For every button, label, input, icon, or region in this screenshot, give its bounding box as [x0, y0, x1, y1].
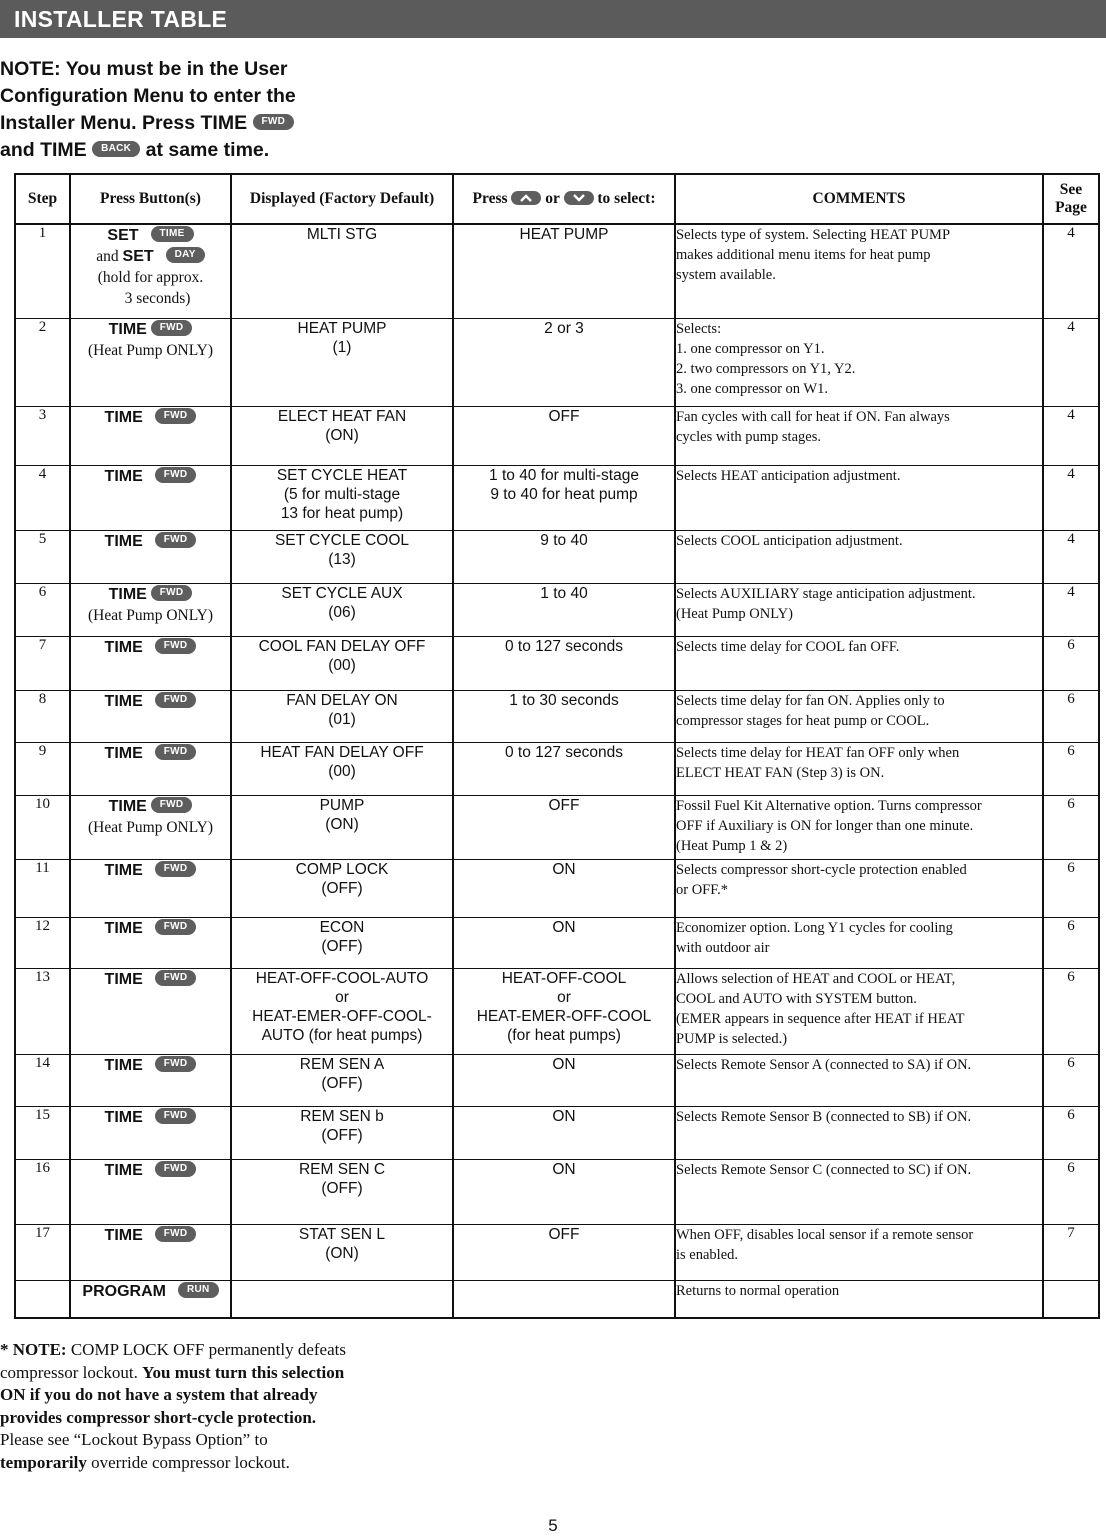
step-number: 13 — [15, 968, 70, 1054]
time-button-icon: TIME — [151, 226, 194, 242]
select-options: 9 to 40 — [453, 530, 675, 583]
see-page: 6 — [1043, 859, 1099, 917]
press-buttons: TIME FWD (Heat Pump ONLY) — [70, 583, 231, 636]
displayed-value — [231, 1280, 453, 1318]
table-row — [15, 742, 1099, 795]
fwd-button-icon: FWD — [155, 970, 197, 986]
press-buttons: TIME FWD — [70, 742, 231, 795]
select-options: 0 to 127 seconds — [453, 636, 675, 690]
step-number: 10 — [15, 795, 70, 859]
displayed-value: REM SEN C (OFF) — [231, 1159, 453, 1224]
see-page: 6 — [1043, 968, 1099, 1054]
select-options — [453, 1280, 675, 1318]
see-page — [1043, 1280, 1099, 1318]
note-line: and TIME BACK at same time. — [0, 139, 270, 161]
header-banner — [0, 0, 1106, 38]
fwd-button-icon: FWD — [253, 114, 295, 130]
select-options: HEAT-OFF-COOL or HEAT-EMER-OFF-COOL (for heat pumps) — [453, 968, 675, 1054]
select-options: ON — [453, 1106, 675, 1159]
table-row — [15, 690, 1099, 742]
col-see-page: See Page — [1043, 174, 1099, 224]
comment: Fan cycles with call for heat if ON. Fan always cycles with pump stages. — [675, 406, 1043, 465]
press-buttons: TIME FWD — [70, 530, 231, 583]
fwd-button-icon: FWD — [155, 408, 197, 424]
press-buttons: TIME FWD — [70, 859, 231, 917]
press-buttons: TIME FWD — [70, 968, 231, 1054]
displayed-value: MLTI STG — [231, 224, 453, 318]
step-number: 6 — [15, 583, 70, 636]
see-page: 4 — [1043, 406, 1099, 465]
displayed-value: SET CYCLE AUX (06) — [231, 583, 453, 636]
displayed-value: SET CYCLE HEAT (5 for multi-stage 13 for heat pump) — [231, 465, 453, 530]
table-row — [15, 795, 1099, 859]
select-options: ON — [453, 859, 675, 917]
table-row — [15, 1159, 1099, 1224]
displayed-value: ECON (OFF) — [231, 917, 453, 968]
step-number: 3 — [15, 406, 70, 465]
back-button-icon: BACK — [92, 141, 140, 157]
col-select: Press or to select: — [453, 174, 675, 224]
comment: Selects Remote Sensor A (connected to SA) if ON. — [675, 1054, 1043, 1106]
step-number: 15 — [15, 1106, 70, 1159]
see-page: 4 — [1043, 465, 1099, 530]
comment: Selects Remote Sensor B (connected to SB) if ON. — [675, 1106, 1043, 1159]
fwd-button-icon: FWD — [155, 467, 197, 483]
see-page: 4 — [1043, 530, 1099, 583]
comment: Selects time delay for HEAT fan OFF only when ELECT HEAT FAN (Step 3) is ON. — [675, 742, 1043, 795]
fwd-button-icon: FWD — [155, 532, 197, 548]
step-number: 1 — [15, 224, 70, 318]
fwd-button-icon: FWD — [155, 919, 197, 935]
fwd-button-icon: FWD — [155, 744, 197, 760]
comment: When OFF, disables local sensor if a remote sensor is enabled. — [675, 1224, 1043, 1280]
step-number: 14 — [15, 1054, 70, 1106]
displayed-value: COOL FAN DELAY OFF (00) — [231, 636, 453, 690]
fwd-button-icon: FWD — [155, 1108, 197, 1124]
select-options: OFF — [453, 795, 675, 859]
press-buttons: TIME FWD — [70, 1159, 231, 1224]
see-page: 4 — [1043, 224, 1099, 318]
installer-note — [0, 56, 340, 164]
fwd-button-icon: FWD — [151, 797, 193, 813]
comment: Selects compressor short-cycle protection enabled or OFF.* — [675, 859, 1043, 917]
run-button-icon: RUN — [178, 1282, 219, 1298]
comment: Selects: 1. one compressor on Y1. 2. two compressors on Y1, Y2. 3. one compressor on W1. — [675, 318, 1043, 406]
select-options: ON — [453, 1159, 675, 1224]
table-row — [15, 917, 1099, 968]
press-buttons: TIME FWD — [70, 917, 231, 968]
select-options: 0 to 127 seconds — [453, 742, 675, 795]
displayed-value: REM SEN b (OFF) — [231, 1106, 453, 1159]
down-arrow-icon — [564, 191, 594, 205]
see-page: 6 — [1043, 1054, 1099, 1106]
table-row — [15, 224, 1099, 318]
displayed-value: STAT SEN L (ON) — [231, 1224, 453, 1280]
fwd-button-icon: FWD — [151, 320, 193, 336]
see-page: 7 — [1043, 1224, 1099, 1280]
fwd-button-icon: FWD — [155, 861, 197, 877]
table-header-row — [15, 174, 1099, 224]
displayed-value: ELECT HEAT FAN (ON) — [231, 406, 453, 465]
table-row — [15, 1054, 1099, 1106]
fwd-button-icon: FWD — [151, 585, 193, 601]
step-number: 9 — [15, 742, 70, 795]
see-page: 6 — [1043, 742, 1099, 795]
note-line: NOTE: You must be in the User — [0, 58, 288, 80]
comment: Selects time delay for COOL fan OFF. — [675, 636, 1043, 690]
see-page: 6 — [1043, 636, 1099, 690]
select-options: OFF — [453, 1224, 675, 1280]
step-number: 12 — [15, 917, 70, 968]
comment: Selects type of system. Selecting HEAT PUMP makes additional menu items for heat pump system available. — [675, 224, 1043, 318]
table-row — [15, 636, 1099, 690]
displayed-value: FAN DELAY ON (01) — [231, 690, 453, 742]
see-page: 6 — [1043, 1159, 1099, 1224]
comment: Economizer option. Long Y1 cycles for cooling with outdoor air — [675, 917, 1043, 968]
press-buttons: TIME FWD — [70, 1106, 231, 1159]
press-buttons: TIME FWD — [70, 1224, 231, 1280]
day-button-icon: DAY — [166, 247, 205, 263]
fwd-button-icon: FWD — [155, 692, 197, 708]
step-number — [15, 1280, 70, 1318]
step-number: 7 — [15, 636, 70, 690]
col-comments: COMMENTS — [675, 174, 1043, 224]
step-number: 11 — [15, 859, 70, 917]
press-buttons: TIME FWD (Heat Pump ONLY) — [70, 795, 231, 859]
table-row — [15, 1224, 1099, 1280]
step-number: 2 — [15, 318, 70, 406]
table-row — [15, 1106, 1099, 1159]
select-options: HEAT PUMP — [453, 224, 675, 318]
step-number: 17 — [15, 1224, 70, 1280]
comment: Selects HEAT anticipation adjustment. — [675, 465, 1043, 530]
comment: Fossil Fuel Kit Alternative option. Turns compressor OFF if Auxiliary is ON for longer than one minute. (Heat Pump 1 & 2) — [675, 795, 1043, 859]
step-number: 16 — [15, 1159, 70, 1224]
step-number: 4 — [15, 465, 70, 530]
displayed-value: HEAT-OFF-COOL-AUTO or HEAT-EMER-OFF-COOL- AUTO (for heat pumps) — [231, 968, 453, 1054]
select-options: ON — [453, 917, 675, 968]
step-number: 5 — [15, 530, 70, 583]
comment: Selects time delay for fan ON. Applies only to compressor stages for heat pump or COOL. — [675, 690, 1043, 742]
table-row — [15, 968, 1099, 1054]
fwd-button-icon: FWD — [155, 638, 197, 654]
displayed-value: SET CYCLE COOL (13) — [231, 530, 453, 583]
see-page: 6 — [1043, 690, 1099, 742]
press-buttons: TIME FWD — [70, 465, 231, 530]
comment: Selects Remote Sensor C (connected to SC) if ON. — [675, 1159, 1043, 1224]
col-step: Step — [15, 174, 70, 224]
displayed-value: COMP LOCK (OFF) — [231, 859, 453, 917]
displayed-value: PUMP (ON) — [231, 795, 453, 859]
press-buttons: PROGRAM RUN — [70, 1280, 231, 1318]
select-options: 1 to 40 — [453, 583, 675, 636]
comment: Returns to normal operation — [675, 1280, 1043, 1318]
see-page: 6 — [1043, 795, 1099, 859]
press-buttons: SET TIME and SET DAY (hold for approx. 3 seconds) — [70, 224, 231, 318]
col-press-button: Press Button(s) — [70, 174, 231, 224]
see-page: 4 — [1043, 318, 1099, 406]
fwd-button-icon: FWD — [155, 1226, 197, 1242]
step-number: 8 — [15, 690, 70, 742]
select-options: 1 to 40 for multi-stage 9 to 40 for heat pump — [453, 465, 675, 530]
table-row — [15, 465, 1099, 530]
comment: Selects COOL anticipation adjustment. — [675, 530, 1043, 583]
page-number: 5 — [548, 1516, 558, 1535]
table-row — [15, 530, 1099, 583]
fwd-button-icon: FWD — [155, 1161, 197, 1177]
select-options: OFF — [453, 406, 675, 465]
displayed-value: HEAT FAN DELAY OFF (00) — [231, 742, 453, 795]
note-line: Installer Menu. Press TIME FWD — [0, 110, 340, 137]
see-page: 4 — [1043, 583, 1099, 636]
note-line: Configuration Menu to enter the — [0, 85, 296, 107]
displayed-value: HEAT PUMP (1) — [231, 318, 453, 406]
installer-table — [14, 173, 1100, 1319]
see-page: 6 — [1043, 1106, 1099, 1159]
col-displayed: Displayed (Factory Default) — [231, 174, 453, 224]
see-page: 6 — [1043, 917, 1099, 968]
table-row — [15, 318, 1099, 406]
press-buttons: TIME FWD (Heat Pump ONLY) — [70, 318, 231, 406]
press-buttons: TIME FWD — [70, 690, 231, 742]
footnote: * NOTE: COMP LOCK OFF permanently defeats compressor lockout. You must turn this selection ON if you do not have a system that already provides compressor short-cycle protection. Please see “Lockout Bypass Option” to temporarily override compressor lockout. — [0, 1340, 346, 1472]
comment: Allows selection of HEAT and COOL or HEAT, COOL and AUTO with SYSTEM button. (EMER appears in sequence after HEAT if HEAT PUMP is selected.) — [675, 968, 1043, 1054]
press-buttons: TIME FWD — [70, 1054, 231, 1106]
select-options: 2 or 3 — [453, 318, 675, 406]
select-options: ON — [453, 1054, 675, 1106]
select-options: 1 to 30 seconds — [453, 690, 675, 742]
comment: Selects AUXILIARY stage anticipation adjustment. (Heat Pump ONLY) — [675, 583, 1043, 636]
press-buttons: TIME FWD — [70, 636, 231, 690]
displayed-value: REM SEN A (OFF) — [231, 1054, 453, 1106]
table-row — [15, 406, 1099, 465]
table-row — [15, 583, 1099, 636]
up-arrow-icon — [511, 191, 541, 205]
table-row — [15, 859, 1099, 917]
table-row — [15, 1280, 1099, 1318]
press-buttons: TIME FWD — [70, 406, 231, 465]
page-title: INSTALLER TABLE — [14, 6, 228, 32]
fwd-button-icon: FWD — [155, 1056, 197, 1072]
